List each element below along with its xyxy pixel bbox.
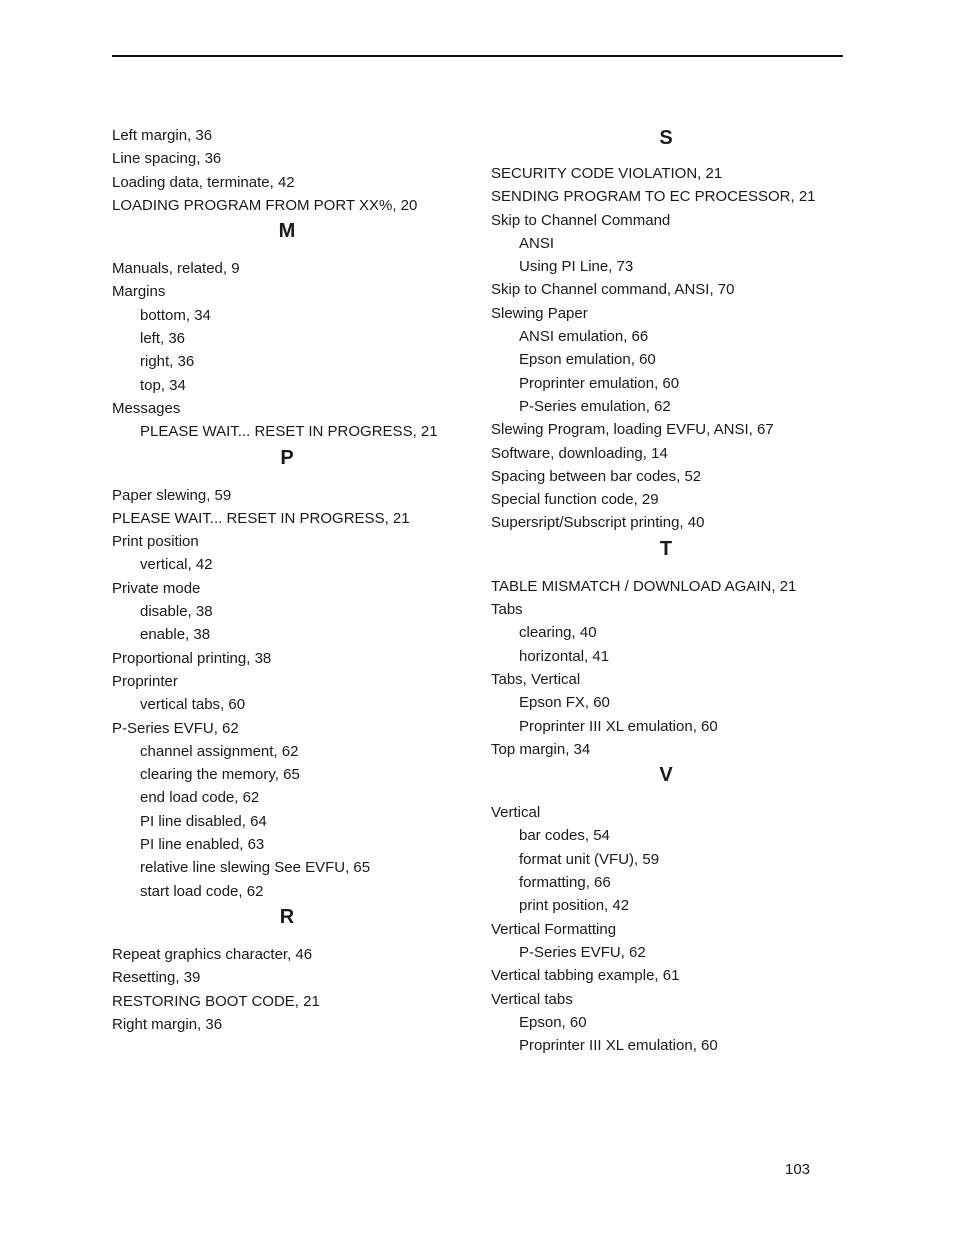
index-subentry: Proprinter emulation, 60 [519, 374, 680, 392]
index-entry: SECURITY CODE VIOLATION, 21 [491, 165, 723, 182]
index-subentry: Using PI Line, 73 [519, 258, 634, 276]
index-subentry: vertical tabs, 60 [140, 696, 246, 714]
index-subentry: horizontal, 41 [519, 647, 610, 665]
index-subentry: clearing the memory, 65 [140, 766, 300, 784]
index-subentry: channel assignment, 62 [140, 742, 299, 760]
index-entry: Paper slewing, 59 [112, 486, 232, 504]
index-subentry: P-Series EVFU, 62 [519, 943, 646, 961]
index-subentry: format unit (VFU), 59 [519, 850, 660, 868]
index-subentry: Epson FX, 60 [519, 694, 610, 712]
index-entry: Skip to Channel Command [491, 211, 671, 229]
index-entry: Resetting, 39 [112, 969, 201, 987]
index-entry: P-Series EVFU, 62 [112, 719, 239, 737]
index-column-left [112, 124, 484, 1036]
index-subentry: top, 34 [140, 376, 186, 394]
index-entry: Tabs, Vertical [491, 670, 581, 688]
index-entry: Software, downloading, 14 [491, 444, 668, 462]
index-subentry: PI line enabled, 63 [140, 836, 265, 854]
index-entry: Vertical tabs [491, 990, 573, 1008]
index-letter-heading: T [659, 537, 673, 560]
index-entry: Tabs [491, 601, 523, 619]
index-subentry: Epson emulation, 60 [519, 351, 656, 369]
index-subentry: print position, 42 [519, 897, 630, 915]
index-letter-heading: P [280, 446, 294, 469]
index-entry: Print position [112, 533, 199, 551]
page-number: 103 [785, 1161, 811, 1178]
index-subentry: bottom, 34 [140, 306, 211, 324]
index-entry: Slewing Program, loading EVFU, ANSI, 67 [491, 421, 774, 439]
index-entry: Vertical [491, 804, 541, 822]
index-entry: Spacing between bar codes, 52 [491, 467, 702, 485]
index-entry: Right margin, 36 [112, 1015, 223, 1033]
index-subentry: Proprinter III XL emulation, 60 [519, 717, 718, 735]
index-entry: Top margin, 34 [491, 740, 591, 758]
index-subentry: clearing, 40 [519, 624, 597, 642]
index-entry: Repeat graphics character, 46 [112, 945, 313, 963]
index-entry: Manuals, related, 9 [112, 260, 240, 278]
index-entry: Proprinter [112, 672, 178, 690]
index-entry: SENDING PROGRAM TO EC PROCESSOR, 21 [491, 188, 816, 206]
index-entry: Supersript/Subscript printing, 40 [491, 514, 705, 532]
index-entry: Vertical Formatting [491, 920, 617, 938]
index-subentry: vertical, 42 [140, 556, 213, 574]
header-rule [112, 55, 843, 57]
index-entry: TABLE MISMATCH / DOWNLOAD AGAIN, 21 [491, 577, 797, 595]
index-entry: Proportional printing, 38 [112, 649, 272, 667]
index-entry: Special function code, 29 [491, 491, 659, 509]
index-letter-heading: M [278, 220, 296, 243]
index-entry: RESTORING BOOT CODE, 21 [112, 992, 320, 1010]
index-column-right [491, 124, 863, 1057]
index-entry: Vertical tabbing example, 61 [491, 967, 680, 985]
index-subentry: bar codes, 54 [519, 827, 610, 845]
index-subentry: disable, 38 [140, 603, 213, 621]
index-entry: Line spacing, 36 [112, 150, 222, 168]
index-letter-heading: V [659, 764, 673, 787]
index-subentry: PI line disabled, 64 [140, 812, 267, 830]
index-subentry: left, 36 [140, 330, 186, 348]
index-subentry: relative line slewing See EVFU, 65 [140, 859, 371, 877]
index-entry: Private mode [112, 579, 201, 597]
index-entry: Messages [112, 399, 181, 417]
index-subentry: Epson, 60 [519, 1013, 587, 1031]
index-subentry: P-Series emulation, 62 [519, 397, 671, 415]
index-entry: Left margin, 36 [112, 127, 213, 144]
index-entry: Loading data, terminate, 42 [112, 173, 295, 191]
index-subentry: PLEASE WAIT... RESET IN PROGRESS, 21 [140, 423, 438, 441]
index-entry: Slewing Paper [491, 304, 588, 322]
index-letter-heading: R [279, 905, 295, 928]
index-entry: PLEASE WAIT... RESET IN PROGRESS, 21 [112, 509, 410, 527]
index-subentry: end load code, 62 [140, 789, 260, 807]
index-entry: LOADING PROGRAM FROM PORT XX%, 20 [112, 196, 418, 214]
index-subentry: formatting, 66 [519, 874, 611, 892]
index-subentry: Proprinter III XL emulation, 60 [519, 1037, 718, 1055]
index-subentry: ANSI [519, 234, 555, 252]
index-entry: Skip to Channel command, ANSI, 70 [491, 281, 735, 299]
index-letter-heading: S [659, 127, 673, 149]
index-entry: Margins [112, 283, 166, 301]
index-subentry: right, 36 [140, 353, 195, 371]
index-subentry: enable, 38 [140, 626, 211, 644]
index-subentry: start load code, 62 [140, 882, 264, 900]
index-subentry: ANSI emulation, 66 [519, 328, 649, 346]
